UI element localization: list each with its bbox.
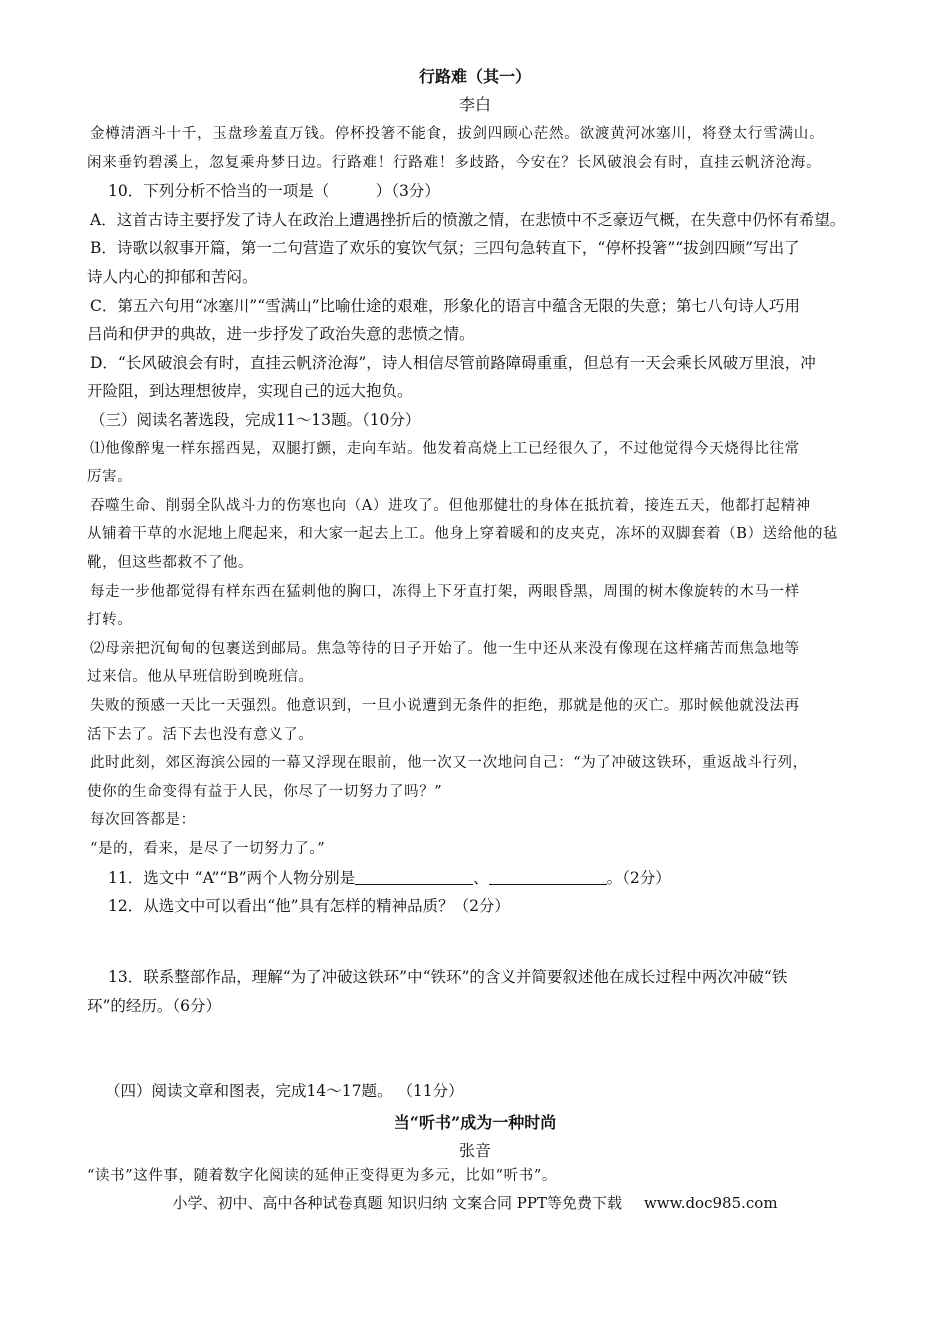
q10-option-d-line1: D．“长风破浪会有时，直挂云帆济沧海”，诗人相信尽管前路障碍重重，但总有一天会乘长风破万里浪，冲 <box>90 354 816 372</box>
excerpt2-p1-line1: ⑵母亲把沉甸甸的包裹送到邮局。焦急等待的日子开始了。他一生中还从来没有像现在这样痛苦而焦急地等 <box>90 641 800 657</box>
excerpt2-p3-line2: 使你的生命变得有益于人民，你尽了一切努力了吗？” <box>87 784 443 800</box>
excerpt1-p3-line1: 每走一步他都觉得有样东西在猛刺他的胸口，冻得上下牙直打架，两眼昏黑，周围的树木像旋转的木马一样 <box>90 584 800 600</box>
page-footer <box>0 1192 950 1213</box>
q11-answer-blank-b[interactable] <box>489 870 607 885</box>
q13-line1: 13．联系整部作品，理解“为了冲破这铁环”中“铁环”的含义并简要叙述他在成长过程中两次冲破“铁 <box>108 968 788 986</box>
q10-option-c-line1: C．第五六句用“冰塞川”“雪满山”比喻仕途的艰难，形象化的语言中蕴含无限的失意；第七八句诗人巧用 <box>90 297 801 315</box>
q11-text: 11．选文中 “A”“B”两个人物分别是 <box>108 869 356 887</box>
q10-option-a: A．这首古诗主要抒发了诗人在政治上遭遇挫折后的愤激之情，在悲愤中不乏豪迈气概，在失意中仍怀有希望。 <box>90 211 846 229</box>
q11-points: 。（2分） <box>606 869 671 887</box>
excerpt2-p3-line1: 此时此刻，郊区海滨公园的一幕又浮现在眼前，他一次又一次地问自己：“为了冲破这铁环，重返战斗行列， <box>90 755 808 771</box>
q11 <box>108 868 908 888</box>
article-author: 张音 <box>458 1141 491 1160</box>
q10-option-d-line2: 开险阻，到达理想彼岸，实现自己的远大抱负。 <box>87 382 413 400</box>
q12: 12．从选文中可以看出“他”具有怎样的精神品质？（2分） <box>108 897 510 915</box>
excerpt1-p2-line1: 吞噬生命、削弱全队战斗力的伤寒也向（A）进攻了。但他那健壮的身体在抵抗着，接连五天，他都打起精神 <box>90 498 811 514</box>
q10-option-b-line2: 诗人内心的抑郁和苦闷。 <box>87 268 258 286</box>
excerpt2-p1-line2: 过来信。他从早班信盼到晚班信。 <box>87 669 314 685</box>
poem-title: 行路难（其一） <box>418 67 531 86</box>
footer-site-link[interactable]: www.doc985.com <box>643 1194 778 1212</box>
poem-line-2: 闲来垂钓碧溪上，忽复乘舟梦日边。行路难！行路难！多歧路，今安在？长风破浪会有时，直挂云帆济沧海。 <box>87 155 822 171</box>
q11-separator: 、 <box>473 869 489 887</box>
excerpt2-p2-line2: 活下去了。活下去也没有意义了。 <box>87 727 314 743</box>
section3-heading: （三）阅读名著选段，完成11～13题。（10分） <box>90 411 421 429</box>
article-first-line: “读书”这件事，随着数字化阅读的延伸正变得更为多元，比如“听书”。 <box>87 1168 557 1184</box>
excerpt1-p2-line2: 从铺着干草的水泥地上爬起来，和大家一起去上工。他身上穿着暖和的皮夹克，冻坏的双脚套着（B）送给他的毡 <box>87 526 839 542</box>
excerpt2-p4: 每次回答都是： <box>90 812 196 828</box>
poem-author: 李白 <box>458 95 491 114</box>
excerpt1-p2-line3: 靴，但这些都救不了他。 <box>87 555 254 571</box>
q11-answer-blank-a[interactable] <box>355 870 473 885</box>
q10-option-b-line1: B．诗歌以叙事开篇，第一二句营造了欢乐的宴饮气氛；三四句急转直下，“停杯投箸”“拔剑四顾”写出了 <box>90 239 800 257</box>
excerpt1-p1-line2: 厉害。 <box>87 469 133 485</box>
excerpt2-p5: “是的，看来，是尽了一切努力了。” <box>90 841 326 857</box>
q13-line2: 环”的经历。（6分） <box>87 997 222 1015</box>
article-title: 当“听书”成为一种时尚 <box>393 1113 557 1132</box>
excerpt1-p1-line1: ⑴他像醉鬼一样东摇西晃，双腿打颤，走向车站。他发着高烧上工已经很久了，不过他觉得今天烧得比往常 <box>90 441 800 457</box>
q10-stem: 10．下列分析不恰当的一项是（ ）（3分） <box>108 182 440 200</box>
excerpt1-p3-line2: 打转。 <box>87 612 133 628</box>
q10-option-c-line2: 吕尚和伊尹的典故，进一步抒发了政治失意的悲愤之情。 <box>87 325 475 343</box>
excerpt2-p2-line1: 失败的预感一天比一天强烈。他意识到，一旦小说遭到无条件的拒绝，那就是他的灭亡。那时候他就没法再 <box>90 698 800 714</box>
section4-heading: （四）阅读文章和图表，完成14～17题。 （11分） <box>105 1082 464 1100</box>
footer-text: 小学、初中、高中各种试卷真题 知识归纳 文案合同 PPT等免费下载 <box>172 1194 622 1212</box>
poem-line-1: 金樽清酒斗十千，玉盘珍羞直万钱。停杯投箸不能食，拔剑四顾心茫然。欲渡黄河冰塞川，将登太行雪满山。 <box>90 126 825 142</box>
